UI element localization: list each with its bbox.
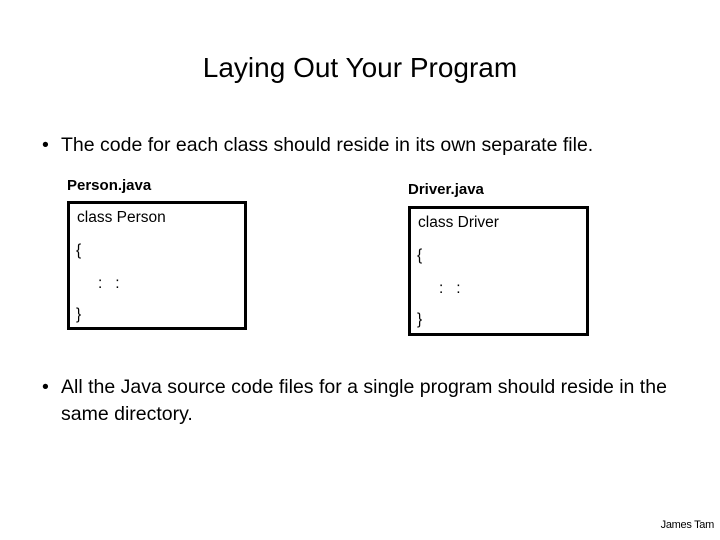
driver-file-label: Driver.java (408, 181, 484, 198)
class-declaration: class Driver (418, 214, 499, 231)
person-code-box (67, 201, 247, 330)
ellipsis-code: : : (98, 275, 120, 292)
slide-title: Laying Out Your Program (202, 52, 518, 83)
author-footer: James Tam (660, 519, 714, 531)
bullet-separate-files (42, 132, 702, 159)
close-brace: } (76, 306, 82, 323)
bullet-same-directory (42, 374, 692, 428)
class-declaration: class Person (77, 209, 166, 226)
driver-code-box (408, 206, 589, 336)
bullet-dot-icon: • (42, 376, 49, 398)
open-brace: { (417, 247, 423, 264)
bullet-dot-icon: • (42, 134, 49, 156)
ellipsis-code: : : (439, 280, 461, 297)
open-brace: { (76, 242, 82, 259)
bullet-text: All the Java source code files for a single program should reside in the same directory. (61, 376, 667, 425)
bullet-text: The code for each class should reside in its own separate file. (61, 134, 594, 156)
person-file-label: Person.java (67, 177, 152, 194)
close-brace: } (417, 311, 423, 328)
